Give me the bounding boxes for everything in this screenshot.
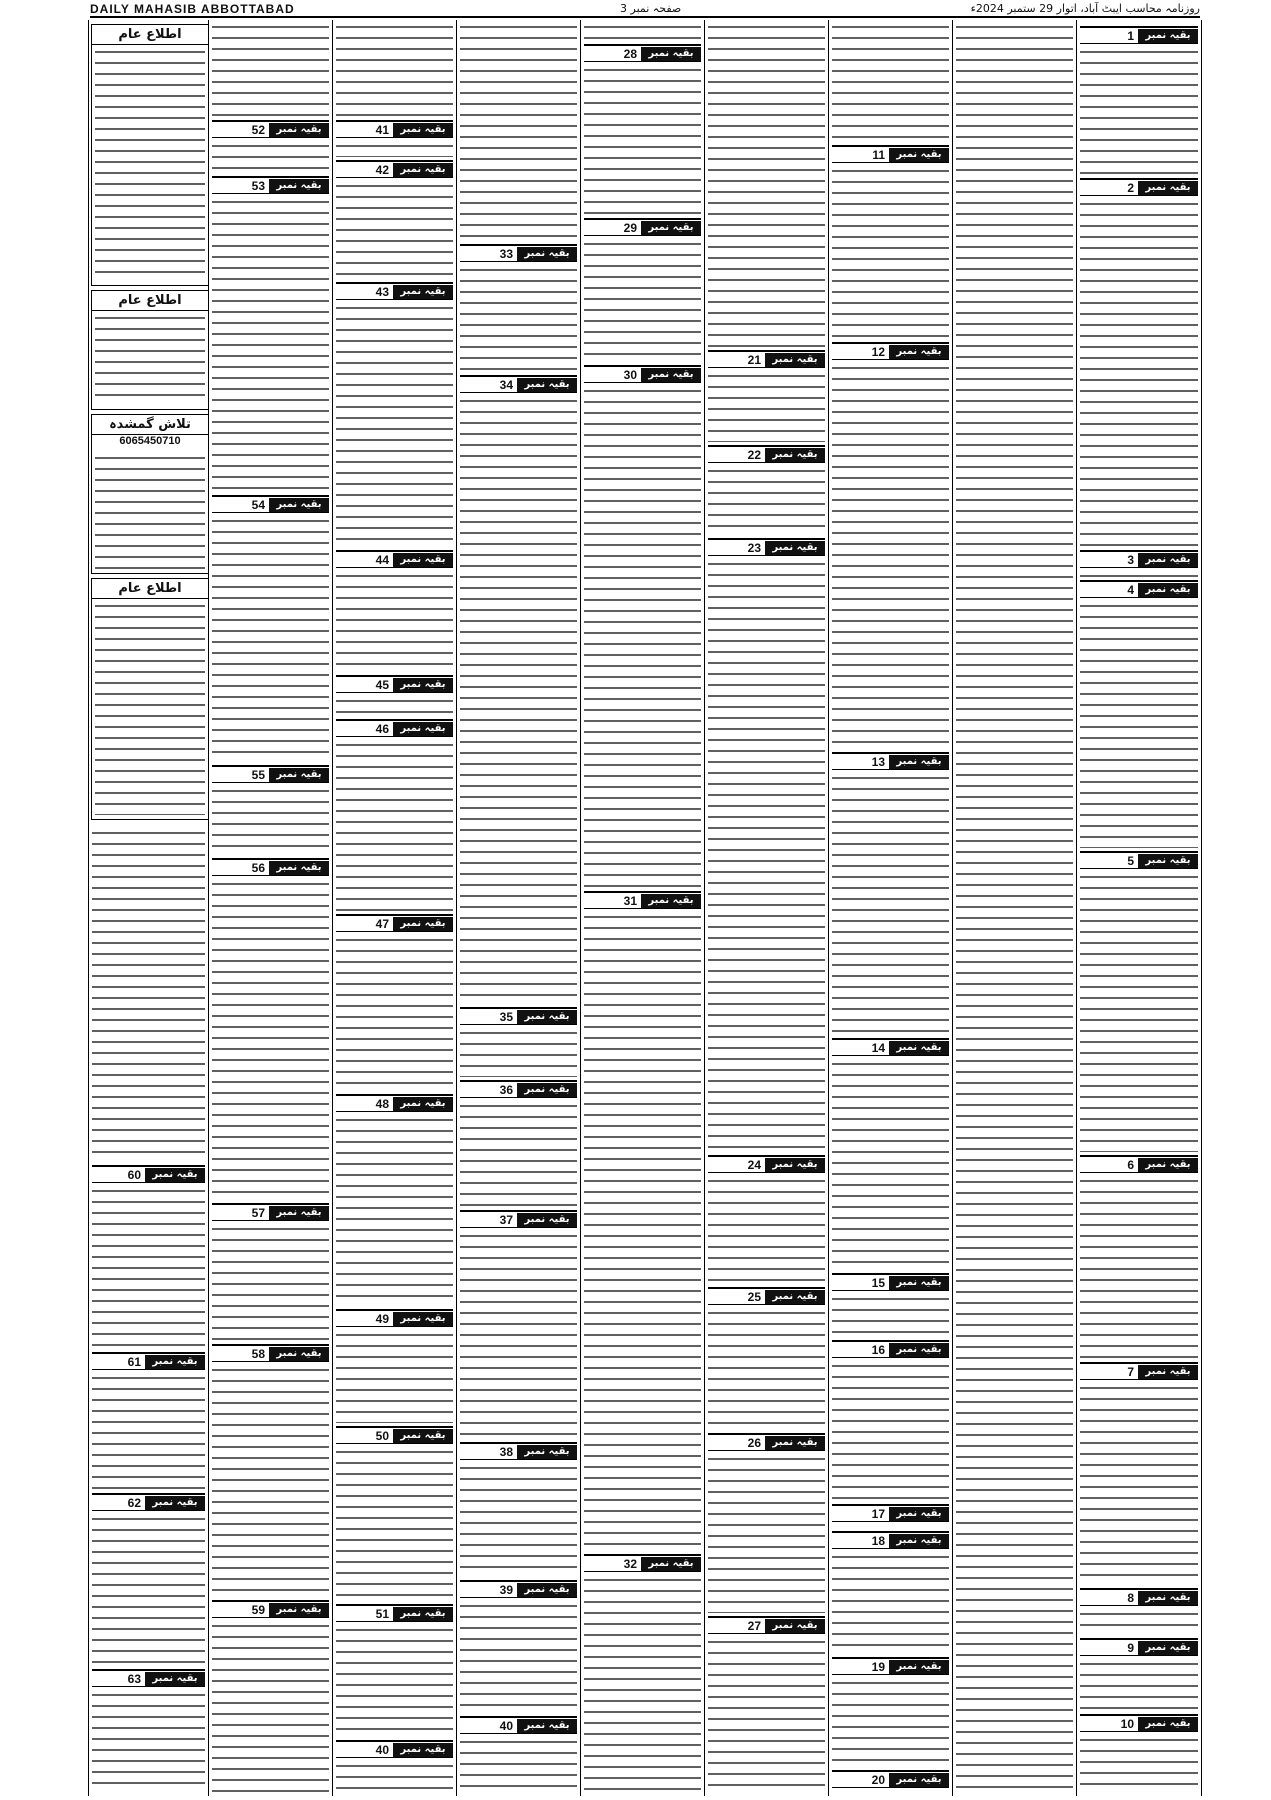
heading-number: 7	[1127, 1365, 1134, 1379]
continuation-heading	[1080, 1714, 1198, 1732]
page-frame	[88, 20, 1202, 1796]
text-block	[460, 1028, 577, 1077]
text-block	[832, 166, 949, 339]
continuation-heading	[1080, 1638, 1198, 1656]
heading-number: 46	[375, 722, 389, 736]
heading-label: بقیہ نمبر	[889, 1041, 949, 1055]
text-block	[584, 22, 701, 41]
notice-phone: 6065450710	[119, 435, 181, 447]
continuation-heading	[212, 495, 329, 513]
heading-label: بقیہ نمبر	[393, 553, 453, 567]
heading-label: بقیہ نمبر	[517, 1213, 577, 1227]
continuation-heading	[708, 1155, 825, 1173]
heading-label: بقیہ نمبر	[269, 498, 329, 512]
heading-number: 40	[375, 1743, 389, 1757]
continuation-heading	[708, 538, 825, 556]
text-block	[336, 571, 453, 672]
heading-number: 36	[499, 1083, 513, 1097]
continuation-heading	[92, 1165, 205, 1183]
text-block	[336, 1447, 453, 1601]
heading-label: بقیہ نمبر	[889, 1773, 949, 1787]
text-block	[584, 386, 701, 888]
column-9	[1076, 20, 1202, 1796]
text-block	[584, 65, 701, 215]
heading-number: 61	[127, 1355, 141, 1369]
continuation-heading	[1080, 1362, 1198, 1380]
continuation-heading	[1080, 1155, 1198, 1173]
continuation-heading	[460, 1080, 577, 1098]
heading-number: 23	[747, 541, 761, 555]
heading-label: بقیہ نمبر	[889, 1534, 949, 1548]
text-block	[1080, 1659, 1198, 1711]
heading-number: 31	[623, 894, 637, 908]
column-5	[580, 20, 704, 1796]
continuation-heading	[336, 719, 453, 737]
heading-number: 12	[871, 345, 885, 359]
text-block	[212, 786, 329, 855]
heading-number: 38	[499, 1445, 513, 1459]
heading-label: بقیہ نمبر	[765, 1290, 825, 1304]
continuation-heading	[832, 752, 949, 770]
text-block	[336, 1625, 453, 1737]
masthead	[90, 2, 1200, 18]
heading-number: 49	[375, 1312, 389, 1326]
text-block	[832, 1552, 949, 1654]
continuation-heading	[832, 1273, 949, 1291]
continuation-heading	[584, 365, 701, 383]
heading-number: 40	[499, 1719, 513, 1733]
heading-number: 33	[499, 247, 513, 261]
continuation-heading	[584, 1554, 701, 1572]
heading-label: بقیہ نمبر	[1138, 583, 1198, 597]
heading-label: بقیہ نمبر	[393, 678, 453, 692]
heading-number: 37	[499, 1213, 513, 1227]
heading-number: 20	[871, 1773, 885, 1787]
heading-number: 45	[375, 678, 389, 692]
heading-label: بقیہ نمبر	[393, 285, 453, 299]
text-block	[92, 828, 205, 1158]
text-block	[336, 141, 453, 157]
notice-title: تلاش گمشدہ	[92, 415, 208, 435]
text-block	[212, 197, 329, 492]
continuation-heading	[460, 1716, 577, 1734]
text-block	[212, 1621, 329, 1792]
text-block	[708, 22, 825, 347]
text-block	[336, 181, 453, 279]
heading-label: بقیہ نمبر	[517, 1010, 577, 1024]
heading-label: بقیہ نمبر	[393, 1097, 453, 1111]
text-block	[336, 935, 453, 1091]
heading-number: 13	[871, 755, 885, 769]
text-block	[336, 1115, 453, 1306]
heading-label: بقیہ نمبر	[641, 894, 701, 908]
text-block	[832, 22, 949, 142]
notice-public-1	[91, 24, 208, 286]
heading-label: بقیہ نمبر	[765, 1436, 825, 1450]
column-6	[704, 20, 828, 1796]
continuation-heading	[336, 1094, 453, 1112]
text-block	[584, 912, 701, 1551]
text-block	[708, 466, 825, 535]
text-block	[92, 1690, 205, 1792]
heading-number: 35	[499, 1010, 513, 1024]
text-block	[212, 879, 329, 1200]
text-block	[212, 516, 329, 762]
heading-label: بقیہ نمبر	[1138, 1158, 1198, 1172]
continuation-heading	[832, 1531, 949, 1549]
text-block	[1080, 47, 1198, 175]
continuation-heading	[212, 765, 329, 783]
text-block	[584, 1575, 701, 1792]
continuation-heading	[832, 1770, 949, 1788]
heading-label: بقیہ نمبر	[765, 541, 825, 555]
heading-label: بقیہ نمبر	[145, 1168, 205, 1182]
heading-number: 15	[871, 1276, 885, 1290]
continuation-heading	[1080, 580, 1198, 598]
continuation-heading	[92, 1352, 205, 1370]
continuation-heading	[212, 1600, 329, 1618]
continuation-heading	[460, 1210, 577, 1228]
heading-number: 3	[1127, 553, 1134, 567]
heading-label: بقیہ نمبر	[517, 1083, 577, 1097]
notice-public-2	[91, 290, 208, 410]
continuation-heading	[336, 1604, 453, 1622]
text-block	[460, 396, 577, 1004]
heading-label: بقیہ نمبر	[641, 368, 701, 382]
heading-number: 4	[1127, 583, 1134, 597]
continuation-heading	[460, 244, 577, 262]
text-block	[1080, 1176, 1198, 1359]
heading-number: 27	[747, 1619, 761, 1633]
continuation-heading	[708, 445, 825, 463]
heading-number: 57	[251, 1206, 265, 1220]
text-block	[460, 1231, 577, 1439]
text-block	[584, 239, 701, 362]
text-block	[92, 1514, 205, 1666]
continuation-heading	[460, 1007, 577, 1025]
heading-number: 10	[1120, 1717, 1134, 1731]
text-block	[92, 1373, 205, 1490]
text-block	[336, 1330, 453, 1423]
continuation-heading	[336, 675, 453, 693]
text-block	[336, 696, 453, 716]
continuation-heading	[832, 1657, 949, 1675]
heading-number: 55	[251, 768, 265, 782]
heading-label: بقیہ نمبر	[641, 221, 701, 235]
text-block	[1080, 872, 1198, 1152]
continuation-heading	[212, 1203, 329, 1221]
heading-label: بقیہ نمبر	[393, 163, 453, 177]
heading-number: 43	[375, 285, 389, 299]
heading-label: بقیہ نمبر	[393, 722, 453, 736]
heading-number: 58	[251, 1347, 265, 1361]
notice-missing	[91, 414, 208, 574]
heading-label: بقیہ نمبر	[269, 1603, 329, 1617]
text-block	[832, 1294, 949, 1337]
text-block	[1080, 571, 1198, 577]
heading-number: 47	[375, 917, 389, 931]
heading-label: بقیہ نمبر	[889, 755, 949, 769]
heading-number: 14	[871, 1041, 885, 1055]
heading-label: بقیہ نمبر	[269, 1347, 329, 1361]
notice-body	[95, 313, 205, 405]
notice-public-3	[91, 578, 208, 820]
heading-label: بقیہ نمبر	[1138, 854, 1198, 868]
heading-label: بقیہ نمبر	[1138, 181, 1198, 195]
text-block	[832, 363, 949, 749]
text-block	[832, 1525, 949, 1528]
heading-label: بقیہ نمبر	[1138, 29, 1198, 43]
text-block	[336, 303, 453, 547]
heading-number: 8	[1127, 1591, 1134, 1605]
text-block	[832, 1678, 949, 1767]
heading-number: 62	[127, 1496, 141, 1510]
text-block	[336, 1761, 453, 1792]
heading-number: 63	[127, 1672, 141, 1686]
text-block	[212, 22, 329, 117]
continuation-heading	[336, 1426, 453, 1444]
continuation-heading	[92, 1493, 205, 1511]
heading-label: بقیہ نمبر	[641, 1557, 701, 1571]
column-2	[208, 20, 332, 1796]
continuation-heading	[460, 1442, 577, 1460]
continuation-heading	[1080, 1588, 1198, 1606]
heading-number: 28	[623, 47, 637, 61]
heading-number: 34	[499, 378, 513, 392]
notice-body	[95, 47, 205, 279]
heading-label: بقیہ نمبر	[889, 1660, 949, 1674]
text-block	[708, 1454, 825, 1613]
heading-number: 53	[251, 179, 265, 193]
text-block	[460, 1101, 577, 1207]
text-block	[832, 1361, 949, 1501]
text-block	[212, 141, 329, 173]
text-block	[212, 1365, 329, 1597]
text-block	[460, 265, 577, 372]
heading-number: 56	[251, 861, 265, 875]
continuation-heading	[832, 1038, 949, 1056]
continuation-heading	[832, 145, 949, 163]
continuation-heading	[832, 1504, 949, 1522]
heading-number: 16	[871, 1343, 885, 1357]
continuation-heading	[336, 120, 453, 138]
heading-number: 59	[251, 1603, 265, 1617]
heading-label: بقیہ نمبر	[393, 1429, 453, 1443]
heading-number: 22	[747, 448, 761, 462]
continuation-heading	[1080, 26, 1198, 44]
text-block	[212, 1224, 329, 1341]
column-notices	[88, 20, 208, 1796]
continuation-heading	[460, 375, 577, 393]
heading-label: بقیہ نمبر	[517, 378, 577, 392]
heading-label: بقیہ نمبر	[641, 47, 701, 61]
text-block	[336, 22, 453, 117]
heading-number: 51	[375, 1607, 389, 1621]
text-block	[1080, 1609, 1198, 1635]
heading-label: بقیہ نمبر	[269, 861, 329, 875]
text-block	[336, 740, 453, 911]
continuation-heading	[584, 44, 701, 62]
heading-label: بقیہ نمبر	[517, 1445, 577, 1459]
continuation-heading	[584, 891, 701, 909]
heading-label: بقیہ نمبر	[393, 1607, 453, 1621]
heading-number: 17	[871, 1507, 885, 1521]
heading-label: بقیہ نمبر	[269, 123, 329, 137]
continuation-heading	[1080, 851, 1198, 869]
heading-label: بقیہ نمبر	[889, 1276, 949, 1290]
heading-label: بقیہ نمبر	[393, 917, 453, 931]
text-block	[708, 371, 825, 442]
continuation-heading	[212, 176, 329, 194]
heading-number: 60	[127, 1168, 141, 1182]
text-block	[460, 22, 577, 241]
text-block	[1080, 601, 1198, 848]
heading-label: بقیہ نمبر	[393, 1312, 453, 1326]
text-block	[1080, 1735, 1198, 1792]
continuation-heading	[1080, 178, 1198, 196]
heading-number: 52	[251, 123, 265, 137]
continuation-heading	[212, 858, 329, 876]
text-block	[1080, 199, 1198, 547]
heading-number: 18	[871, 1534, 885, 1548]
text-block	[956, 22, 1073, 1792]
heading-label: بقیہ نمبر	[269, 179, 329, 193]
heading-label: بقیہ نمبر	[765, 448, 825, 462]
heading-label: بقیہ نمبر	[517, 1719, 577, 1733]
heading-label: بقیہ نمبر	[889, 1343, 949, 1357]
heading-number: 2	[1127, 181, 1134, 195]
heading-label: بقیہ نمبر	[517, 1583, 577, 1597]
continuation-heading	[832, 1340, 949, 1358]
heading-number: 29	[623, 221, 637, 235]
heading-label: بقیہ نمبر	[393, 1743, 453, 1757]
continuation-heading	[336, 1740, 453, 1758]
text-block	[1080, 1383, 1198, 1585]
paper-name: DAILY MAHASIB ABBOTTABAD	[90, 2, 295, 16]
continuation-heading	[708, 350, 825, 368]
heading-number: 5	[1127, 854, 1134, 868]
notice-title: اطلاع عام	[92, 25, 208, 45]
heading-number: 6	[1127, 1158, 1134, 1172]
date-line: روزنامہ محاسب ایبٹ آباد، اتوار 29 ستمبر 2024ء	[970, 2, 1200, 15]
continuation-heading	[832, 342, 949, 360]
heading-number: 48	[375, 1097, 389, 1111]
continuation-heading	[336, 550, 453, 568]
text-block	[708, 1637, 825, 1792]
heading-label: بقیہ نمبر	[1138, 1591, 1198, 1605]
continuation-heading	[460, 1580, 577, 1598]
text-block	[460, 1601, 577, 1713]
continuation-heading	[708, 1616, 825, 1634]
continuation-heading	[336, 160, 453, 178]
heading-number: 44	[375, 553, 389, 567]
heading-number: 41	[375, 123, 389, 137]
column-8	[952, 20, 1076, 1796]
heading-label: بقیہ نمبر	[393, 123, 453, 137]
heading-label: بقیہ نمبر	[1138, 1717, 1198, 1731]
text-block	[708, 1308, 825, 1430]
notice-title: اطلاع عام	[92, 291, 208, 311]
heading-number: 9	[1127, 1641, 1134, 1655]
heading-number: 25	[747, 1290, 761, 1304]
heading-label: بقیہ نمبر	[269, 768, 329, 782]
heading-label: بقیہ نمبر	[1138, 1365, 1198, 1379]
heading-label: بقیہ نمبر	[1138, 553, 1198, 567]
heading-number: 1	[1127, 29, 1134, 43]
heading-label: بقیہ نمبر	[889, 148, 949, 162]
continuation-heading	[336, 914, 453, 932]
heading-number: 11	[872, 148, 885, 162]
heading-number: 26	[747, 1436, 761, 1450]
column-4	[456, 20, 580, 1796]
text-block	[708, 559, 825, 1152]
page-label: صفحہ نمبر 3	[620, 2, 682, 15]
heading-label: بقیہ نمبر	[145, 1672, 205, 1686]
continuation-heading	[1080, 550, 1198, 568]
continuation-heading	[212, 120, 329, 138]
continuation-heading	[708, 1287, 825, 1305]
heading-number: 21	[747, 353, 761, 367]
continuation-heading	[336, 282, 453, 300]
notice-title: اطلاع عام	[92, 579, 208, 599]
heading-number: 32	[623, 1557, 637, 1571]
heading-number: 30	[623, 368, 637, 382]
text-block	[832, 1059, 949, 1270]
column-7	[828, 20, 952, 1796]
notice-body	[95, 601, 205, 815]
heading-label: بقیہ نمبر	[889, 345, 949, 359]
text-block	[460, 1463, 577, 1577]
heading-label: بقیہ نمبر	[145, 1355, 205, 1369]
text-block	[708, 1176, 825, 1284]
continuation-heading	[584, 218, 701, 236]
heading-number: 24	[747, 1158, 761, 1172]
text-block	[460, 1737, 577, 1792]
heading-number: 50	[375, 1429, 389, 1443]
heading-number: 39	[499, 1583, 513, 1597]
heading-label: بقیہ نمبر	[517, 247, 577, 261]
text-block	[832, 773, 949, 1035]
text-block	[92, 1186, 205, 1349]
continuation-heading	[708, 1433, 825, 1451]
heading-label: بقیہ نمبر	[145, 1496, 205, 1510]
heading-label: بقیہ نمبر	[765, 1158, 825, 1172]
heading-label: بقیہ نمبر	[889, 1507, 949, 1521]
text-block	[92, 1158, 205, 1162]
heading-label: بقیہ نمبر	[765, 353, 825, 367]
heading-label: بقیہ نمبر	[765, 1619, 825, 1633]
heading-label: بقیہ نمبر	[1138, 1641, 1198, 1655]
continuation-heading	[212, 1344, 329, 1362]
notice-body	[95, 453, 205, 569]
heading-label: بقیہ نمبر	[269, 1206, 329, 1220]
column-3	[332, 20, 456, 1796]
heading-number: 42	[375, 163, 389, 177]
continuation-heading	[92, 1669, 205, 1687]
heading-number: 19	[871, 1660, 885, 1674]
continuation-heading	[336, 1309, 453, 1327]
heading-number: 54	[251, 498, 265, 512]
